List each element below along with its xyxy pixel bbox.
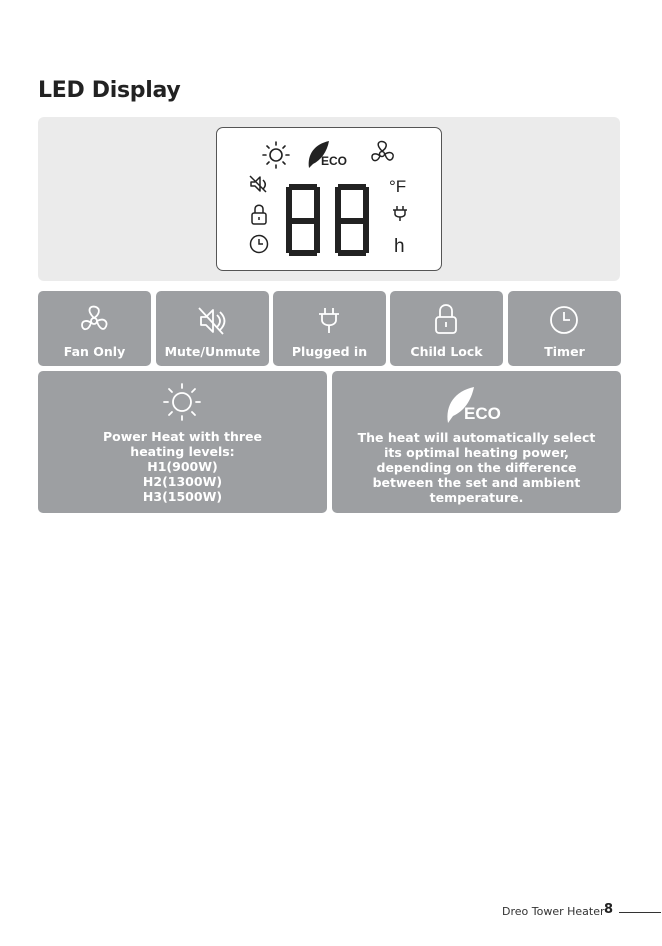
heat-text-line: H1(900W): [147, 459, 218, 474]
tile-timer: [508, 291, 621, 366]
eco-text-line: its optimal heating power,: [384, 445, 569, 460]
heat-text-line: Power Heat with three: [102, 429, 263, 444]
clock-icon: [546, 302, 582, 338]
page-title: LED Display: [38, 78, 181, 103]
tile-label: Fan Only: [63, 344, 126, 359]
page-number: 8: [604, 902, 614, 917]
footer-rule: [619, 912, 661, 913]
heat-text-line: H3(1500W): [142, 489, 223, 504]
lcd-unit-time: h: [394, 236, 405, 257]
plug-icon: [311, 303, 347, 339]
tile-label: Timer: [544, 344, 585, 359]
tile-plugged-in: [273, 291, 386, 366]
fan-icon: [372, 141, 393, 160]
lock-icon: [252, 205, 266, 224]
eco-panel-label: ECO: [464, 404, 501, 423]
sun-icon: [162, 382, 202, 422]
seven-segment-digit-2: [338, 187, 366, 253]
tile-label: Plugged in: [291, 344, 368, 359]
tile-mute-unmute: [156, 291, 269, 366]
tile-child-lock: [390, 291, 503, 366]
lcd-eco-label: ECO: [321, 154, 348, 168]
tile-fan-only: [38, 291, 151, 366]
tile-label: Mute/Unmute: [164, 344, 261, 359]
heat-text-line: heating levels:: [130, 444, 235, 459]
footer-text: Dreo Tower Heater: [502, 905, 605, 918]
eco-text-line: between the set and ambient: [372, 475, 581, 490]
eco-panel: [332, 371, 621, 513]
eco-text-line: temperature.: [429, 490, 524, 505]
seven-segment-digit-1: [289, 187, 317, 253]
power-heat-panel: [38, 371, 327, 513]
tile-label: Child Lock: [410, 344, 483, 359]
eco-text-line: depending on the difference: [376, 460, 577, 475]
heat-text-line: H2(1300W): [142, 474, 223, 489]
sun-icon: [263, 142, 289, 168]
eco-text-line: The heat will automatically select: [357, 430, 596, 445]
mute-icon: [250, 176, 266, 192]
eco-leaf-icon: [442, 381, 512, 425]
lcd-unit-temp: °F: [389, 177, 407, 196]
eco-leaf-icon: [309, 141, 347, 168]
mute-icon: [195, 303, 231, 339]
lcd-screen: [216, 127, 442, 271]
fan-icon: [76, 303, 112, 339]
clock-icon: [251, 236, 268, 253]
lock-icon: [428, 301, 464, 337]
plug-icon: [393, 206, 407, 221]
